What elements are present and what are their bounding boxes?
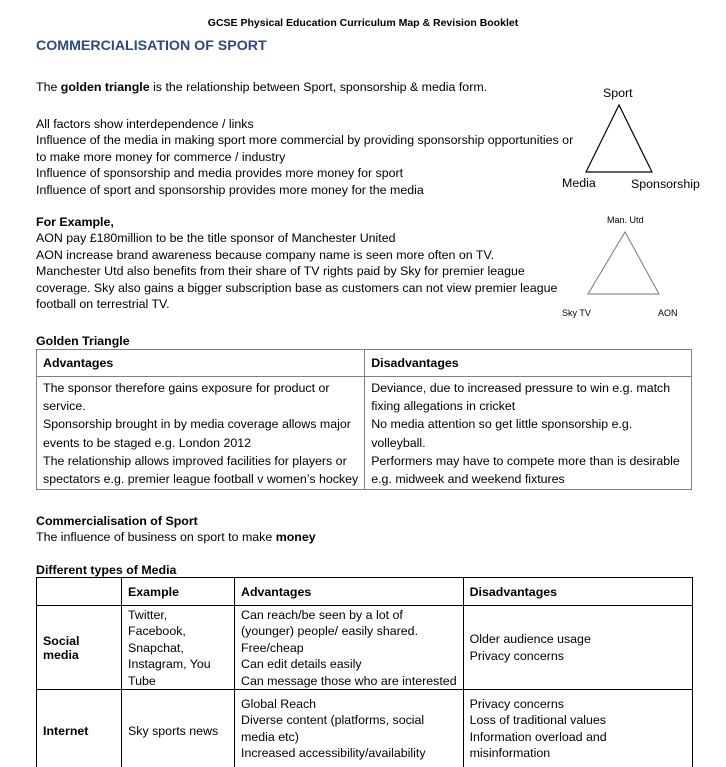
- page-header: GCSE Physical Education Curriculum Map & Revision Booklet: [207, 17, 519, 29]
- example-line: football on terrestrial TV.: [36, 297, 170, 312]
- disadvantages-header: Disadvantages: [365, 350, 692, 377]
- disadvantage-line: Privacy concerns: [469, 697, 564, 712]
- advantages-cell: [235, 606, 464, 690]
- advantage-line: service.: [43, 399, 86, 414]
- triangle-shape: [588, 232, 659, 294]
- example-section: [36, 214, 557, 312]
- disadvantages-cell: [365, 377, 692, 490]
- advantage-line: Global Reach: [241, 697, 317, 712]
- table-row: [37, 690, 693, 767]
- page-title: COMMERCIALISATION OF SPORT: [36, 38, 267, 54]
- triangle-label-aon: AON: [658, 308, 678, 318]
- example-cell: Sky sports news: [122, 690, 235, 767]
- factor-line: Influence of the media in making sport more commercial by providing sponsorship opportunities or: [36, 133, 574, 148]
- disadvantage-line: volleyball.: [371, 435, 426, 450]
- triangle-shape: [586, 105, 652, 172]
- intro-bold-term: golden triangle: [60, 80, 150, 94]
- example-line: Facebook,: [128, 624, 186, 639]
- type-header: [37, 578, 122, 606]
- intro-pre: The: [36, 80, 61, 94]
- advantages-header: Advantages: [37, 350, 365, 377]
- media-type-cell: Social media: [37, 606, 122, 690]
- example-line: Manchester Utd also benefits from their share of TV rights paid by Sky for premier league: [36, 264, 525, 279]
- advantage-line: Free/cheap: [241, 640, 304, 655]
- intro-post: is the relationship between Sport, sponsorship & media form.: [149, 80, 488, 94]
- disadvantages-cell: [463, 606, 692, 690]
- disadvantage-line: Privacy concerns: [469, 648, 564, 663]
- disadvantage-line: Older audience usage: [469, 632, 591, 647]
- disadvantage-line: e.g. midweek and weekend fixtures: [371, 472, 565, 487]
- advantage-line: Can edit details easily: [241, 657, 362, 672]
- example-line: Tube: [128, 673, 156, 688]
- advantage-line: The sponsor therefore gains exposure for product or: [43, 381, 330, 395]
- advantages-cell: [235, 690, 464, 767]
- triangle-label-sky-tv: Sky TV: [562, 308, 591, 318]
- media-type-cell: Internet: [37, 690, 122, 767]
- definition-bold-term: money: [275, 530, 316, 545]
- advantage-line: Diverse content (platforms, social: [241, 713, 425, 728]
- golden-triangle-table: [36, 349, 692, 490]
- disadvantage-line: Information overload and: [469, 729, 607, 744]
- golden-triangle-diagram: [580, 100, 660, 180]
- intro-paragraph: [36, 79, 487, 95]
- table-header-row: [37, 350, 692, 377]
- media-types-table: [36, 577, 693, 767]
- advantages-cell: [37, 377, 365, 490]
- example-triangle-diagram: [584, 228, 664, 300]
- triangle-label-sport: Sport: [603, 86, 633, 100]
- example-line: AON increase brand awareness because company name is seen more often on TV.: [36, 247, 495, 262]
- disadvantage-line: misinformation: [469, 746, 551, 761]
- example-line: AON pay £180million to be the title sponsor of Manchester United: [36, 231, 396, 246]
- advantage-line: spectators e.g. premier league football v women’s hockey: [43, 472, 359, 487]
- factor-line: Influence of sponsorship and media provides more money for sport: [36, 166, 404, 181]
- disadvantage-line: Performers may have to compete more than is desirable: [371, 453, 680, 468]
- advantage-line: (younger) people/ easily shared.: [241, 624, 419, 639]
- example-line: Snapchat,: [128, 640, 184, 655]
- factors-list: [36, 116, 573, 198]
- golden-triangle-heading: Golden Triangle: [36, 334, 130, 348]
- example-header: Example: [122, 578, 235, 606]
- table-row: [37, 377, 692, 490]
- advantage-line: Increased accessibility/availability: [241, 746, 426, 761]
- triangle-label-man-utd: Man. Utd: [607, 215, 644, 225]
- factor-line: All factors show interdependence / links: [36, 117, 254, 131]
- example-cell: [122, 606, 235, 690]
- commercialisation-section: [36, 513, 316, 546]
- factor-line: to make more money for commerce / industry: [36, 149, 286, 164]
- example-line: Instagram, You: [128, 657, 211, 672]
- advantage-line: The relationship allows improved facilities for players or: [43, 453, 347, 468]
- commercialisation-definition: [36, 529, 316, 545]
- table-header-row: [37, 578, 693, 606]
- disadvantage-line: fixing allegations in cricket: [371, 399, 516, 414]
- factor-line: Influence of sport and sponsorship provides more money for the media: [36, 182, 424, 197]
- disadvantages-header: Disadvantages: [463, 578, 692, 606]
- triangle-label-media: Media: [562, 176, 596, 190]
- advantage-line: events to be staged e.g. London 2012: [43, 435, 252, 450]
- definition-text: The influence of business on sport to make: [36, 530, 276, 545]
- example-heading: For Example,: [36, 215, 114, 229]
- disadvantages-cell: [463, 690, 692, 767]
- advantage-line: Can reach/be seen by a lot of: [241, 608, 403, 622]
- table-row: [37, 606, 693, 690]
- disadvantage-line: Deviance, due to increased pressure to win e.g. match: [371, 381, 671, 395]
- example-line: Twitter,: [128, 608, 168, 622]
- disadvantage-line: Loss of traditional values: [469, 713, 606, 728]
- triangle-label-sponsorship: Sponsorship: [631, 177, 700, 191]
- advantages-header: Advantages: [235, 578, 464, 606]
- advantage-line: media etc): [241, 729, 299, 744]
- example-line: coverage. Sky also gains a bigger subscription base as customers can not view premier league: [36, 280, 558, 295]
- advantage-line: Can message those who are interested: [241, 673, 457, 688]
- commercialisation-heading: Commercialisation of Sport: [36, 514, 198, 528]
- advantage-line: Sponsorship brought in by media coverage allows major: [43, 417, 351, 432]
- media-types-heading: Different types of Media: [36, 563, 177, 577]
- disadvantage-line: No media attention so get little sponsorship e.g.: [371, 417, 633, 432]
